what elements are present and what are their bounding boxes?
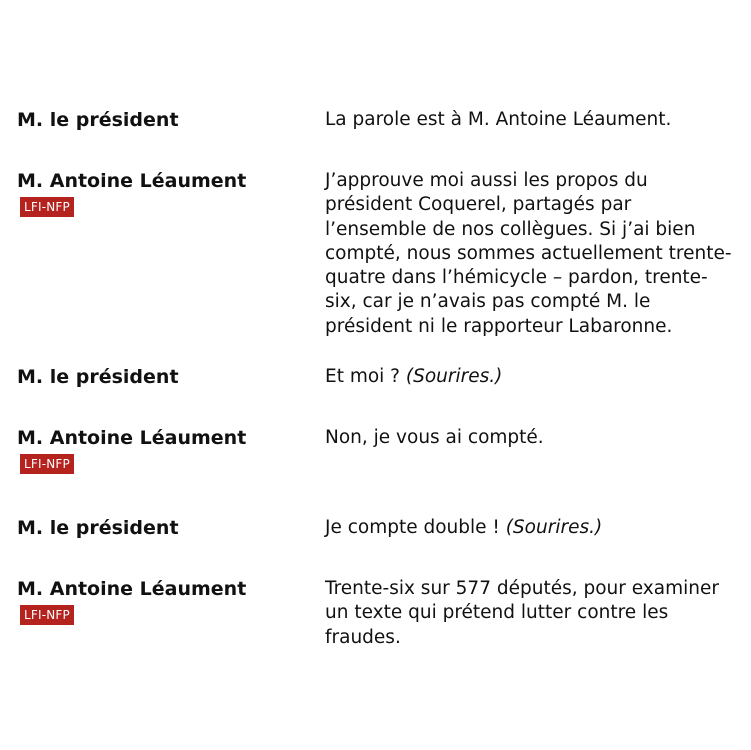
speaker-block [17,169,307,217]
speech-content: Je compte double ! [325,517,506,538]
party-badge[interactable]: LFI-NFP [20,605,74,625]
speaker-block [17,365,307,389]
speaker-block [17,577,307,625]
speaker-block [17,426,307,474]
speech-content: Non, je vous ai compté. [325,427,544,448]
speaker-name[interactable]: M. le président [17,517,179,539]
speaker-name[interactable]: M. le président [17,109,179,131]
speech-text [325,169,737,339]
speech-text [325,108,737,132]
speaker-name[interactable]: M. le président [17,366,179,388]
party-badge[interactable]: LFI-NFP [20,454,74,474]
speaker-name[interactable]: M. Antoine Léaument [17,427,247,449]
speech-content: La parole est à M. Antoine Léaument. [325,109,672,130]
party-badge[interactable]: LFI-NFP [20,197,74,217]
speech-content: Et moi ? [325,366,406,387]
speech-content: J’approuve moi aussi les propos du président Coquerel, partagés par l’ensemble de nos collègues. Si j’ai bien compté, nous sommes actuellement trente-quatre dans l’hémicycle – pardon, trente-six, car je n’avais pas compté M. le président ni le rapporteur Labaronne. [325,170,732,337]
speaker-block [17,108,307,132]
speech-text [325,365,737,389]
speech-text [325,577,737,650]
speaker-block [17,516,307,540]
speech-text [325,516,737,540]
speech-content: Trente-six sur 577 députés, pour examiner un texte qui prétend lutter contre les fraudes. [325,578,719,648]
speaker-name[interactable]: M. Antoine Léaument [17,578,247,600]
speaker-name[interactable]: M. Antoine Léaument [17,170,247,192]
speech-text [325,426,737,450]
stage-direction: (Sourires.) [405,366,503,387]
stage-direction: (Sourires.) [505,517,603,538]
